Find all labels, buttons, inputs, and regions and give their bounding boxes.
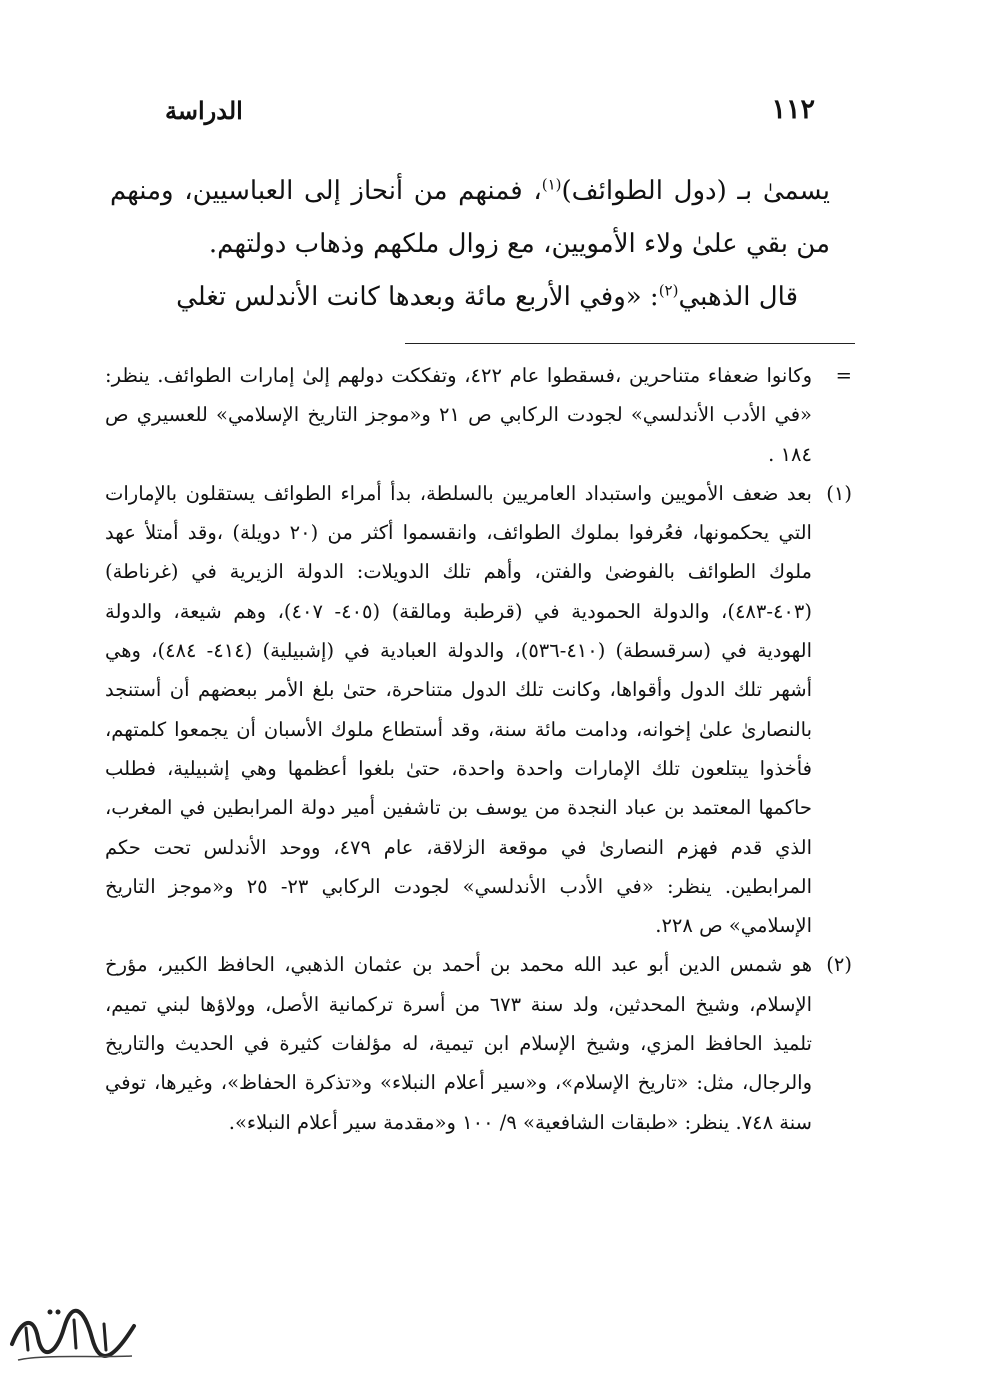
paragraph-1 xyxy=(110,165,830,271)
footnote-text: بعد ضعف الأمويين واستبداد العامريين بالسلطة، بدأ أمراء الطوائف يستقلون بالإمارات التي يحكمونها، فعُرفوا بملوك الطوائف، وانقسموا أكثر من (٢٠ دويلة) ،وقد أمتلأ عهد ملوك الطوائف بالفوضىٰ والفتن، وأهم تلك الدويلات: الدولة الزيرية في (غرناطة) (٤٠٣-٤٨٣)، والدولة الحمودية في (قرطبة ومالقة) (٤٠٥- ٤٠٧)، وهم شيعة، والدولة الهودية في (سرقسطة) (٤١٠-٥٣٦)، والدولة العبادية في (إشبيلية) (٤١٤- ٤٨٤)، وهي أشهر تلك الدول وأقواها، وكانت تلك الدول متناحرة، حتىٰ بلغ الأمر ببعضهم أن أستنجد بالنصارىٰ علىٰ إخوانه، ودامت مائة سنة، وقد أستطاع ملوك الأسبان أن يجمعوا كلمتهم، فأخذوا يبتلعون تلك الإمارات واحدة واحدة، حتىٰ بلغوا أعظمها وهي إشبيلية، فطلب حاكمها المعتمد بن عباد النجدة من يوسف بن تاشفين أمير دولة المرابطين في المغرب، الذي قدم فهزم النصارىٰ في موقعة الزلاقة، عام ٤٧٩، ووحد الأندلس تحت حكم المرابطين. ينظر: «في الأدب الأندلسي» لجودت الركابي ٢٣- ٢٥ و«موجز التاريخ الإسلامي» ص ٢٢٨. xyxy=(105,481,813,938)
main-text xyxy=(110,165,830,324)
running-title: الدراسة xyxy=(165,96,243,125)
paragraph-2 xyxy=(110,271,830,324)
footnote-marker: = xyxy=(835,364,852,387)
footnote-separator xyxy=(405,343,855,344)
footnotes xyxy=(105,356,852,1142)
footnote-2 xyxy=(105,945,852,1141)
quote-text: : «وفي الأربع مائة وبعدها كانت الأندلس تغلي xyxy=(176,282,659,312)
footnote-ref-2: (٢) xyxy=(658,281,679,300)
footnote-ref-1: (١) xyxy=(541,175,562,194)
footnote-text: وكانوا ضعفاء متناحرين ،فسقطوا عام ٤٢٢، وتفككت دولهم إلىٰ إمارات الطوائف. ينظر: «في الأدب الأندلسي» لجودت الركابي ص ٢١ و«موجز التاريخ الإسلامي» للعسيري ص ١٨٤ . xyxy=(105,364,813,466)
footnote-1 xyxy=(105,474,852,946)
publisher-stamp-logo xyxy=(4,1298,144,1368)
quote-intro: قال الذهبي xyxy=(678,282,798,312)
footnote-continued xyxy=(105,356,852,474)
page-header xyxy=(165,94,815,134)
page-number: ١١٢ xyxy=(771,94,815,125)
footnote-marker: (١) xyxy=(826,481,852,505)
footnote-marker: (٢) xyxy=(826,953,852,977)
paragraph-1-start: يسمىٰ بـ (دول الطوائف) xyxy=(561,176,830,206)
footnote-text: هو شمس الدين أبو عبد الله محمد بن أحمد بن عثمان الذهبي، الحافظ الكبير، مؤرخ الإسلام، وشيخ المحدثين، ولد سنة ٦٧٣ من أسرة تركمانية الأصل، وولاؤها لبني تميم، تلميذ الحافظ المزي، وشيخ الإسلام ابن تيمية، له مؤلفات كثيرة في الحديث والتاريخ والرجال، مثل: «تاريخ الإسلام»، و«سير أعلام النبلاء» و«تذكرة الحفاظ»، وغيرها، توفي سنة ٧٤٨. ينظر: «طبقات الشافعية» ٩/ ١٠٠ و«مقدمة سير أعلام النبلاء». xyxy=(105,953,812,1134)
paragraph-1-rest: ، فمنهم من أنحاز إلى العباسيين، ومنهم من بقي علىٰ ولاء الأمويين، مع زوال ملكهم وذهاب دولتهم. xyxy=(110,176,830,259)
